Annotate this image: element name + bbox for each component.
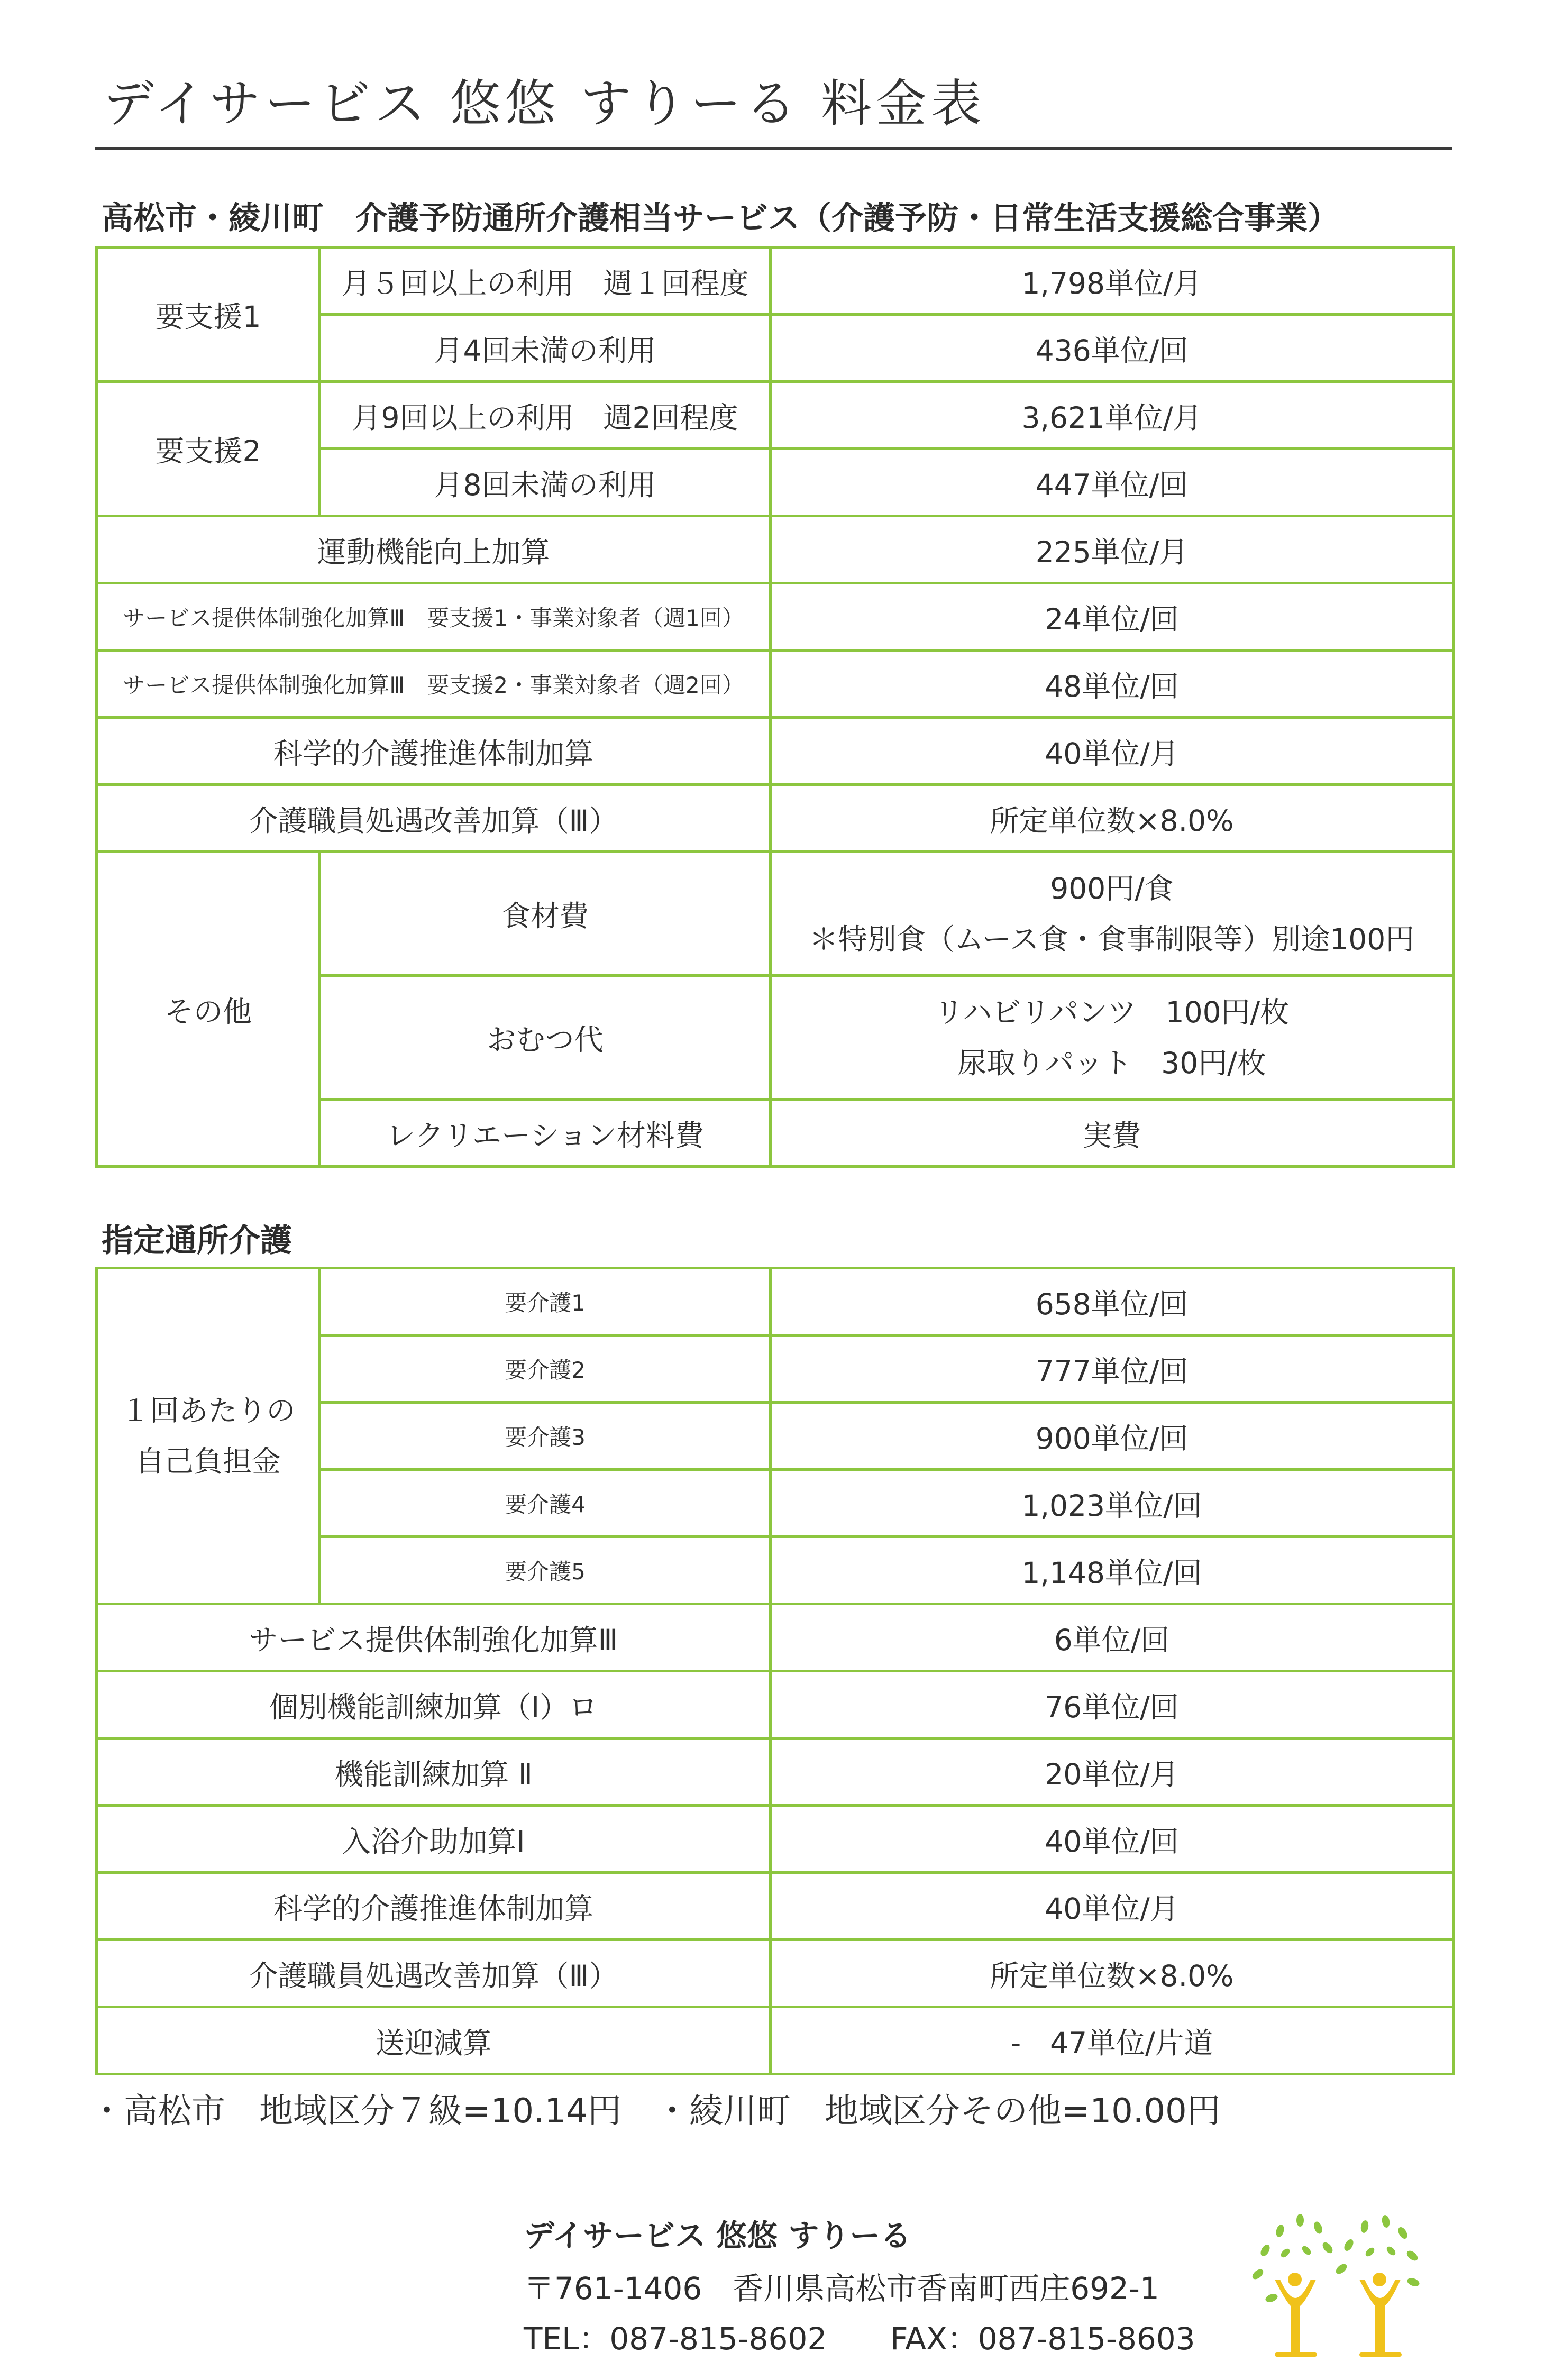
table-row [97, 1940, 1454, 2007]
per-visit-label-line1: １回あたりの [121, 1394, 296, 1427]
food-cost-price-line2: ＊特別食（ムース食・食事制限等）別途100円 [809, 922, 1415, 956]
addition-price: 48単位/回 [771, 651, 1454, 718]
footer-tel: TEL：087-815-8602 [524, 2321, 827, 2357]
support1-item-1: 月５回以上の利用 週１回程度 [320, 248, 771, 315]
addition-price: - 47単位/片道 [771, 2007, 1454, 2074]
table-row [97, 852, 1454, 976]
food-cost-price [771, 852, 1454, 976]
table-row [97, 248, 1454, 315]
recreation-cost-item: レクリエーション材料費 [320, 1100, 771, 1167]
title-divider [95, 147, 1452, 150]
care-level-price: 658単位/回 [771, 1268, 1454, 1335]
section2-heading: 指定通所介護 [102, 1222, 292, 1259]
addition-item: 介護職員処遇改善加算（Ⅲ） [97, 785, 771, 852]
footer-address: 〒761-1406 香川県高松市香南町西庄692-1 [524, 2271, 1159, 2306]
support1-item-2: 月4回未満の利用 [320, 315, 771, 382]
addition-price: 40単位/回 [771, 1806, 1454, 1873]
table-row [97, 1806, 1454, 1873]
per-visit-label [97, 1268, 320, 1604]
table-row [97, 1604, 1454, 1671]
addition-item: サービス提供体制強化加算Ⅲ 要支援2・事業対象者（週2回） [97, 651, 771, 718]
addition-price: 20単位/月 [771, 1738, 1454, 1806]
support2-label: 要支援2 [97, 382, 320, 516]
table-row [97, 785, 1454, 852]
care-level-price: 777単位/回 [771, 1335, 1454, 1403]
table-row [97, 1738, 1454, 1806]
addition-item: 機能訓練加算 Ⅱ [97, 1738, 771, 1806]
table-row [97, 583, 1454, 651]
diaper-cost-price-line2: 尿取りパット 30円/枚 [957, 1046, 1266, 1080]
regional-rate-note: ・高松市 地域区分７級=10.14円 ・綾川町 地域区分その他=10.00円 [90, 2092, 1221, 2131]
footer-company-name: デイサービス 悠悠 すりーる [524, 2218, 911, 2254]
section1-heading: 高松市・綾川町 介護予防通所介護相当サービス（介護予防・日常生活支援総合事業） [102, 200, 1339, 237]
addition-item: 入浴介助加算Ⅰ [97, 1806, 771, 1873]
addition-price: 76単位/回 [771, 1671, 1454, 1738]
addition-item: 個別機能訓練加算（Ⅰ）ロ [97, 1671, 771, 1738]
addition-price: 所定単位数×8.0% [771, 785, 1454, 852]
support2-item-2: 月8回未満の利用 [320, 449, 771, 516]
table-row [97, 2007, 1454, 2074]
support2-price-1: 3,621単位/月 [771, 382, 1454, 449]
food-cost-item: 食材費 [320, 852, 771, 976]
page-title: デイサービス 悠悠 すりーる 料金表 [103, 74, 986, 133]
other-label: その他 [97, 852, 320, 1167]
table-row [97, 1873, 1454, 1940]
support1-price-1: 1,798単位/月 [771, 248, 1454, 315]
per-visit-label-line2: 自己負担金 [135, 1444, 281, 1478]
section2-fee-table [95, 1267, 1455, 2075]
care-level-price: 900単位/回 [771, 1403, 1454, 1470]
care-level-price: 1,148単位/回 [771, 1537, 1454, 1604]
support2-price-2: 447単位/回 [771, 449, 1454, 516]
footer-fax: FAX：087-815-8603 [890, 2321, 1195, 2357]
table-row [97, 1268, 1454, 1335]
addition-price: 40単位/月 [771, 718, 1454, 785]
diaper-cost-price [771, 976, 1454, 1100]
table-row [97, 382, 1454, 449]
support1-label: 要支援1 [97, 248, 320, 382]
table-row [97, 1671, 1454, 1738]
recreation-cost-price: 実費 [771, 1100, 1454, 1167]
care-level-item: 要介護5 [320, 1537, 771, 1604]
addition-price: 40単位/月 [771, 1873, 1454, 1940]
table-row [97, 718, 1454, 785]
care-level-item: 要介護4 [320, 1470, 771, 1537]
addition-price: 6単位/回 [771, 1604, 1454, 1671]
addition-item: 科学的介護推進体制加算 [97, 718, 771, 785]
food-cost-price-line1: 900円/食 [1050, 871, 1174, 905]
addition-item: 運動機能向上加算 [97, 516, 771, 583]
support1-price-2: 436単位/回 [771, 315, 1454, 382]
addition-item: 科学的介護推進体制加算 [97, 1873, 771, 1940]
care-level-item: 要介護1 [320, 1268, 771, 1335]
addition-price: 所定単位数×8.0% [771, 1940, 1454, 2007]
table-row [97, 651, 1454, 718]
addition-item: 介護職員処遇改善加算（Ⅲ） [97, 1940, 771, 2007]
addition-price: 225単位/月 [771, 516, 1454, 583]
care-level-price: 1,023単位/回 [771, 1470, 1454, 1537]
addition-item: サービス提供体制強化加算Ⅲ [97, 1604, 771, 1671]
diaper-cost-price-line1: リハビリパンツ 100円/枚 [934, 995, 1290, 1029]
addition-item: 送迎減算 [97, 2007, 771, 2074]
support2-item-1: 月9回以上の利用 週2回程度 [320, 382, 771, 449]
diaper-cost-item: おむつ代 [320, 976, 771, 1100]
footer-contact [524, 2314, 1195, 2358]
tree-people-logo-icon [1238, 2200, 1428, 2364]
addition-item: サービス提供体制強化加算Ⅲ 要支援1・事業対象者（週1回） [97, 583, 771, 651]
section1-fee-table [95, 246, 1455, 1168]
table-row [97, 516, 1454, 583]
care-level-item: 要介護2 [320, 1335, 771, 1403]
addition-price: 24単位/回 [771, 583, 1454, 651]
care-level-item: 要介護3 [320, 1403, 771, 1470]
